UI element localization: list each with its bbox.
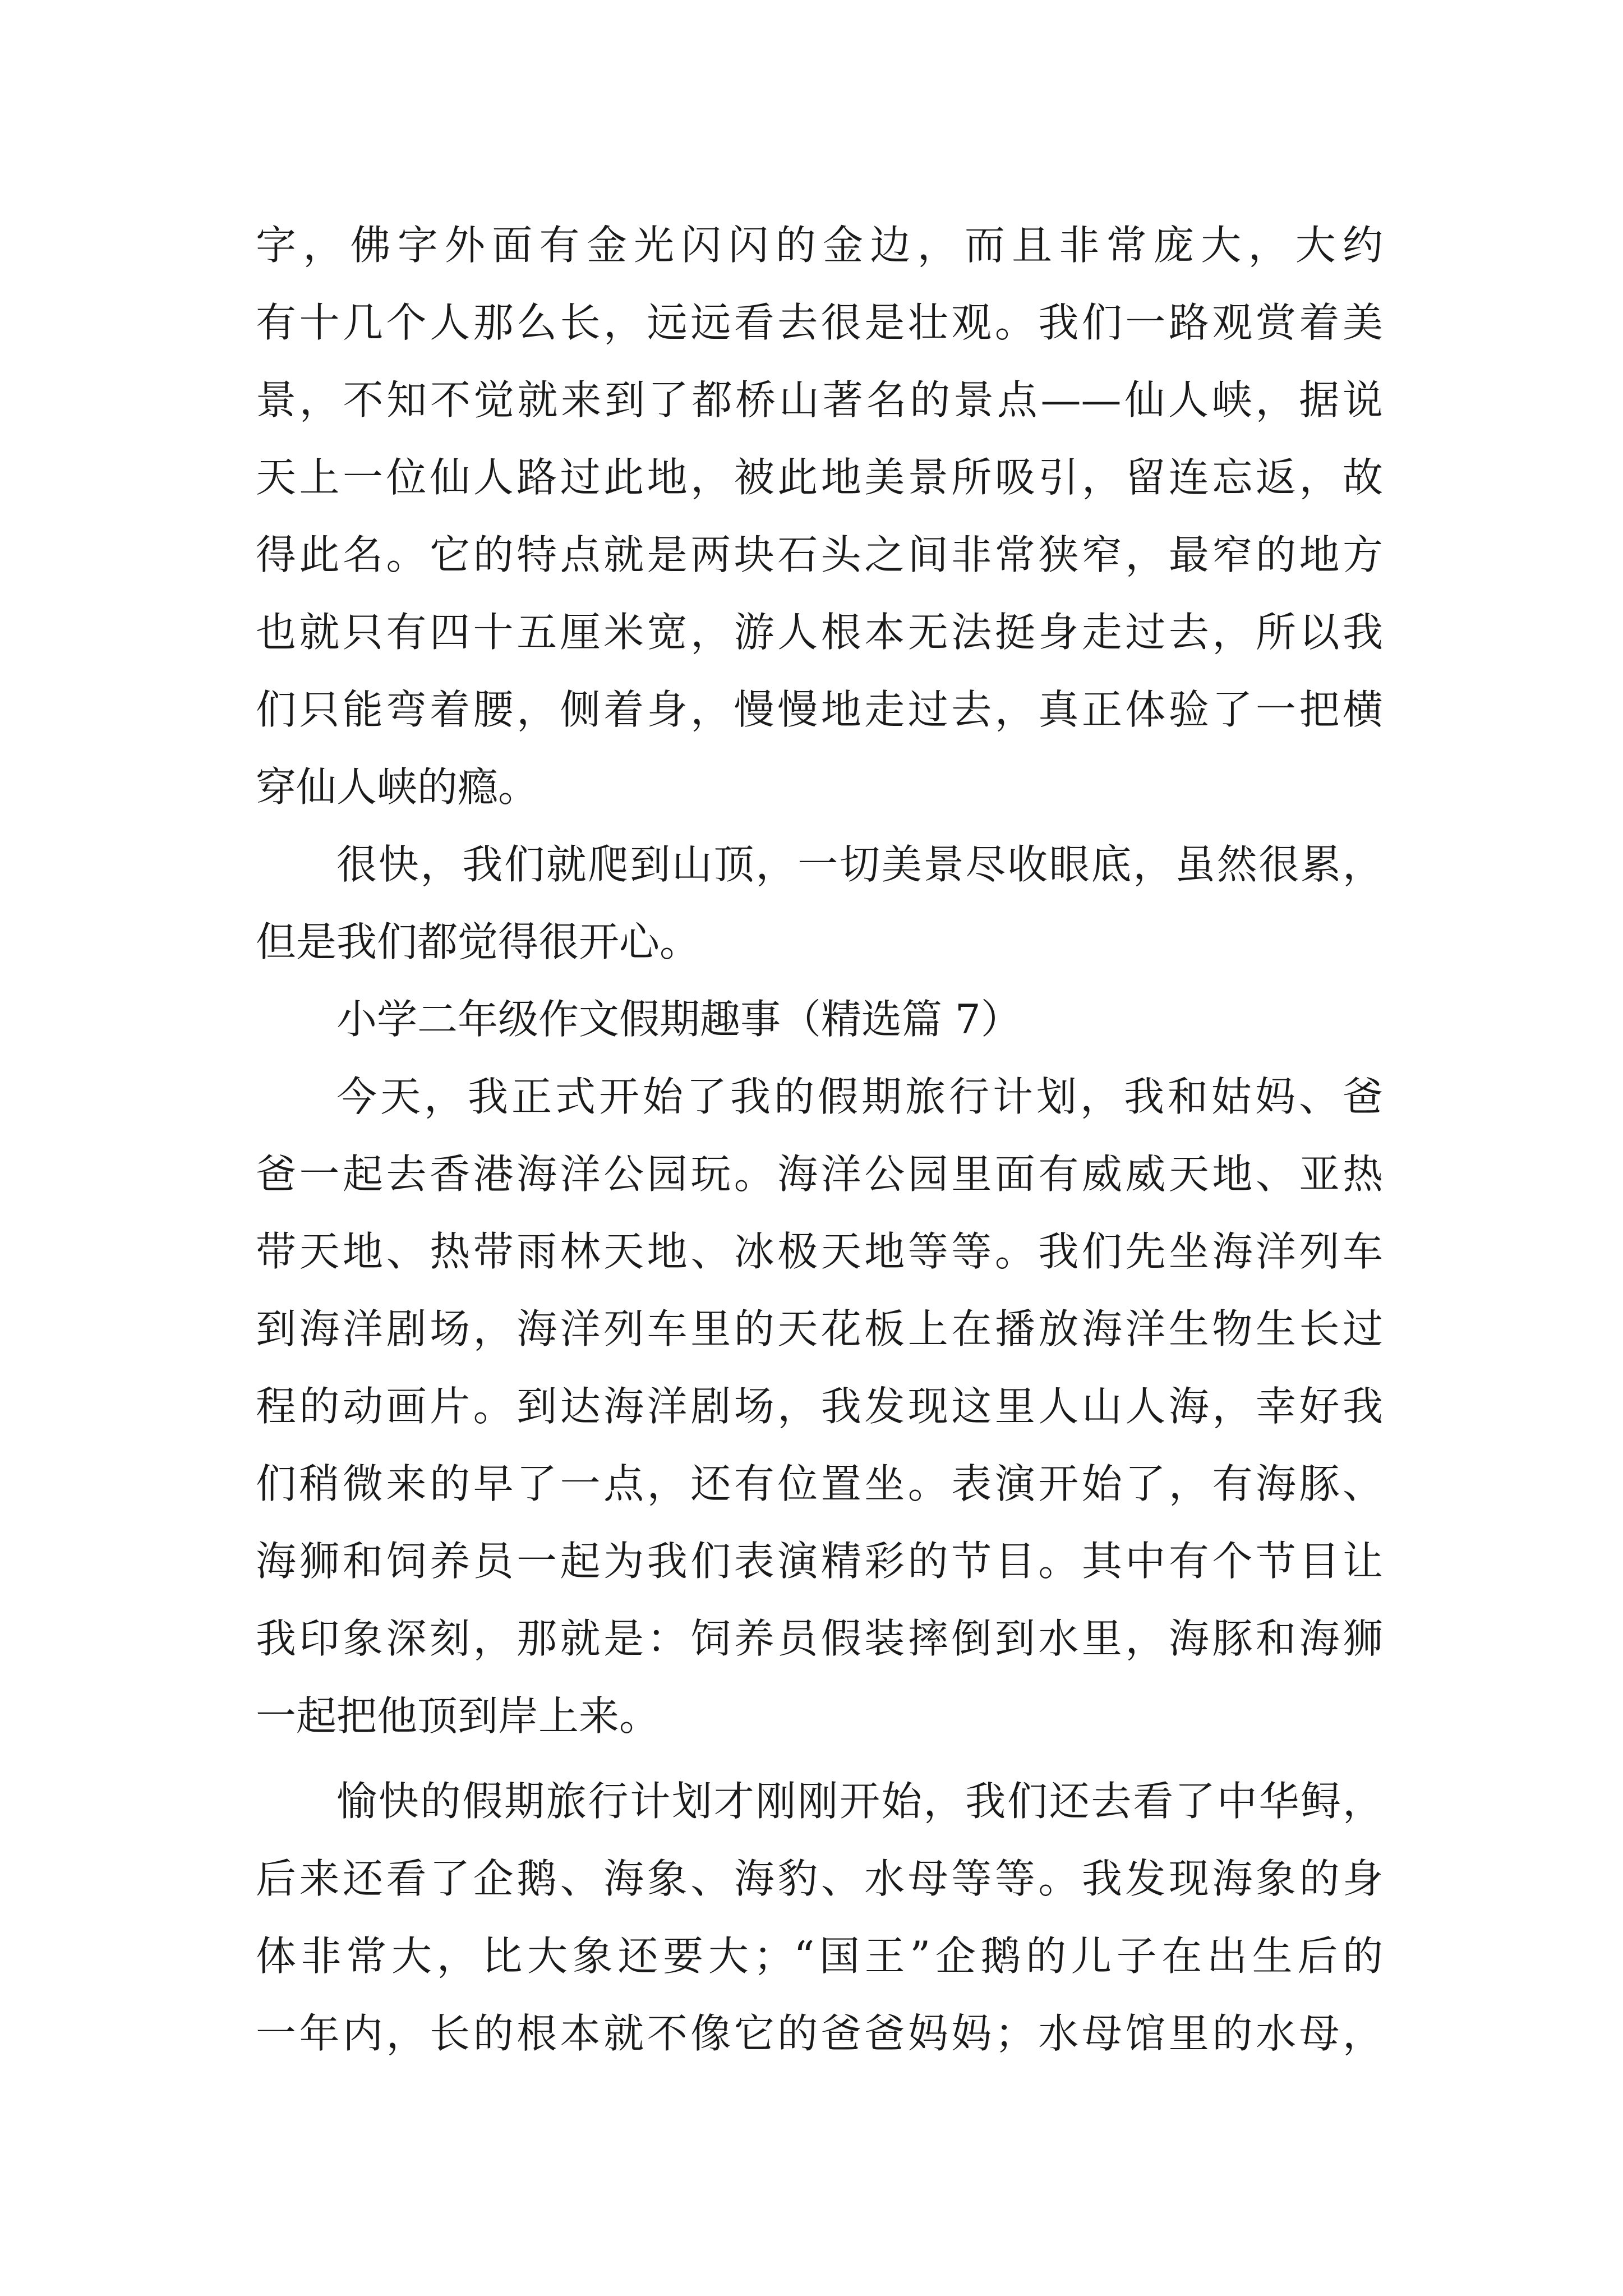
text-line: 穿仙人峡的瘾。 — [256, 763, 539, 811]
paragraph — [256, 826, 1383, 981]
text-line: 很快，我们就爬到山顶，一切美景尽收眼底，虽然很累， — [336, 841, 1383, 888]
paragraph — [256, 1763, 1383, 2072]
text-line: 体非常大，比大象还要大；“国王”企鹅的儿子在出生后的 — [256, 1932, 1383, 1980]
text-line: 有十几个人那么长，远远看去很是壮观。我们一路观赏着美 — [256, 299, 1383, 346]
text-line: 我印象深刻，那就是：饲养员假装摔倒到水里，海豚和海狮 — [256, 1615, 1383, 1662]
text-line: 一年内，长的根本就不像它的爸爸妈妈；水母馆里的水母， — [256, 2010, 1383, 2057]
paragraph — [256, 206, 1383, 826]
paragraph-spacing — [256, 1755, 1383, 1763]
text-line: 们只能弯着腰，侧着身，慢慢地走过去，真正体验了一把横 — [256, 686, 1383, 733]
text-line: 们稍微来的早了一点，还有位置坐。表演开始了，有海豚、 — [256, 1460, 1383, 1507]
text-line: 景，不知不觉就来到了都桥山著名的景点——仙人峡，据说 — [256, 376, 1383, 424]
paragraph — [256, 1058, 1383, 1755]
text-line: 今天，我正式开始了我的假期旅行计划，我和姑妈、爸 — [336, 1073, 1383, 1120]
document-body — [256, 206, 1383, 2072]
text-line: 海狮和饲养员一起为我们表演精彩的节目。其中有个节目让 — [256, 1538, 1383, 1585]
text-line: 带天地、热带雨林天地、冰极天地等等。我们先坐海洋列车 — [256, 1228, 1383, 1275]
text-line: 得此名。它的特点就是两块石头之间非常狭窄，最窄的地方 — [256, 531, 1383, 578]
text-line: 程的动画片。到达海洋剧场，我发现这里人山人海，幸好我 — [256, 1383, 1383, 1430]
section-heading — [256, 981, 1383, 1058]
text-line: 愉快的假期旅行计划才刚刚开始，我们还去看了中华鲟， — [336, 1778, 1383, 1825]
text-line: 到海洋剧场，海洋列车里的天花板上在播放海洋生物生长过 — [256, 1305, 1383, 1352]
text-line: 天上一位仙人路过此地，被此地美景所吸引，留连忘返，故 — [256, 454, 1383, 501]
text-line: 爸一起去香港海洋公园玩。海洋公园里面有威威天地、亚热 — [256, 1151, 1383, 1198]
text-line: 字，佛字外面有金光闪闪的金边，而且非常庞大，大约 — [256, 222, 1383, 269]
heading-text: 小学二年级作文假期趣事（精选篇 7） — [336, 996, 1021, 1043]
text-line: 但是我们都觉得很开心。 — [256, 918, 700, 965]
text-line: 也就只有四十五厘米宽，游人根本无法挺身走过去，所以我 — [256, 609, 1383, 656]
text-line: 一起把他顶到岸上来。 — [256, 1692, 660, 1740]
text-line: 后来还看了企鹅、海象、海豹、水母等等。我发现海象的身 — [256, 1855, 1383, 1902]
